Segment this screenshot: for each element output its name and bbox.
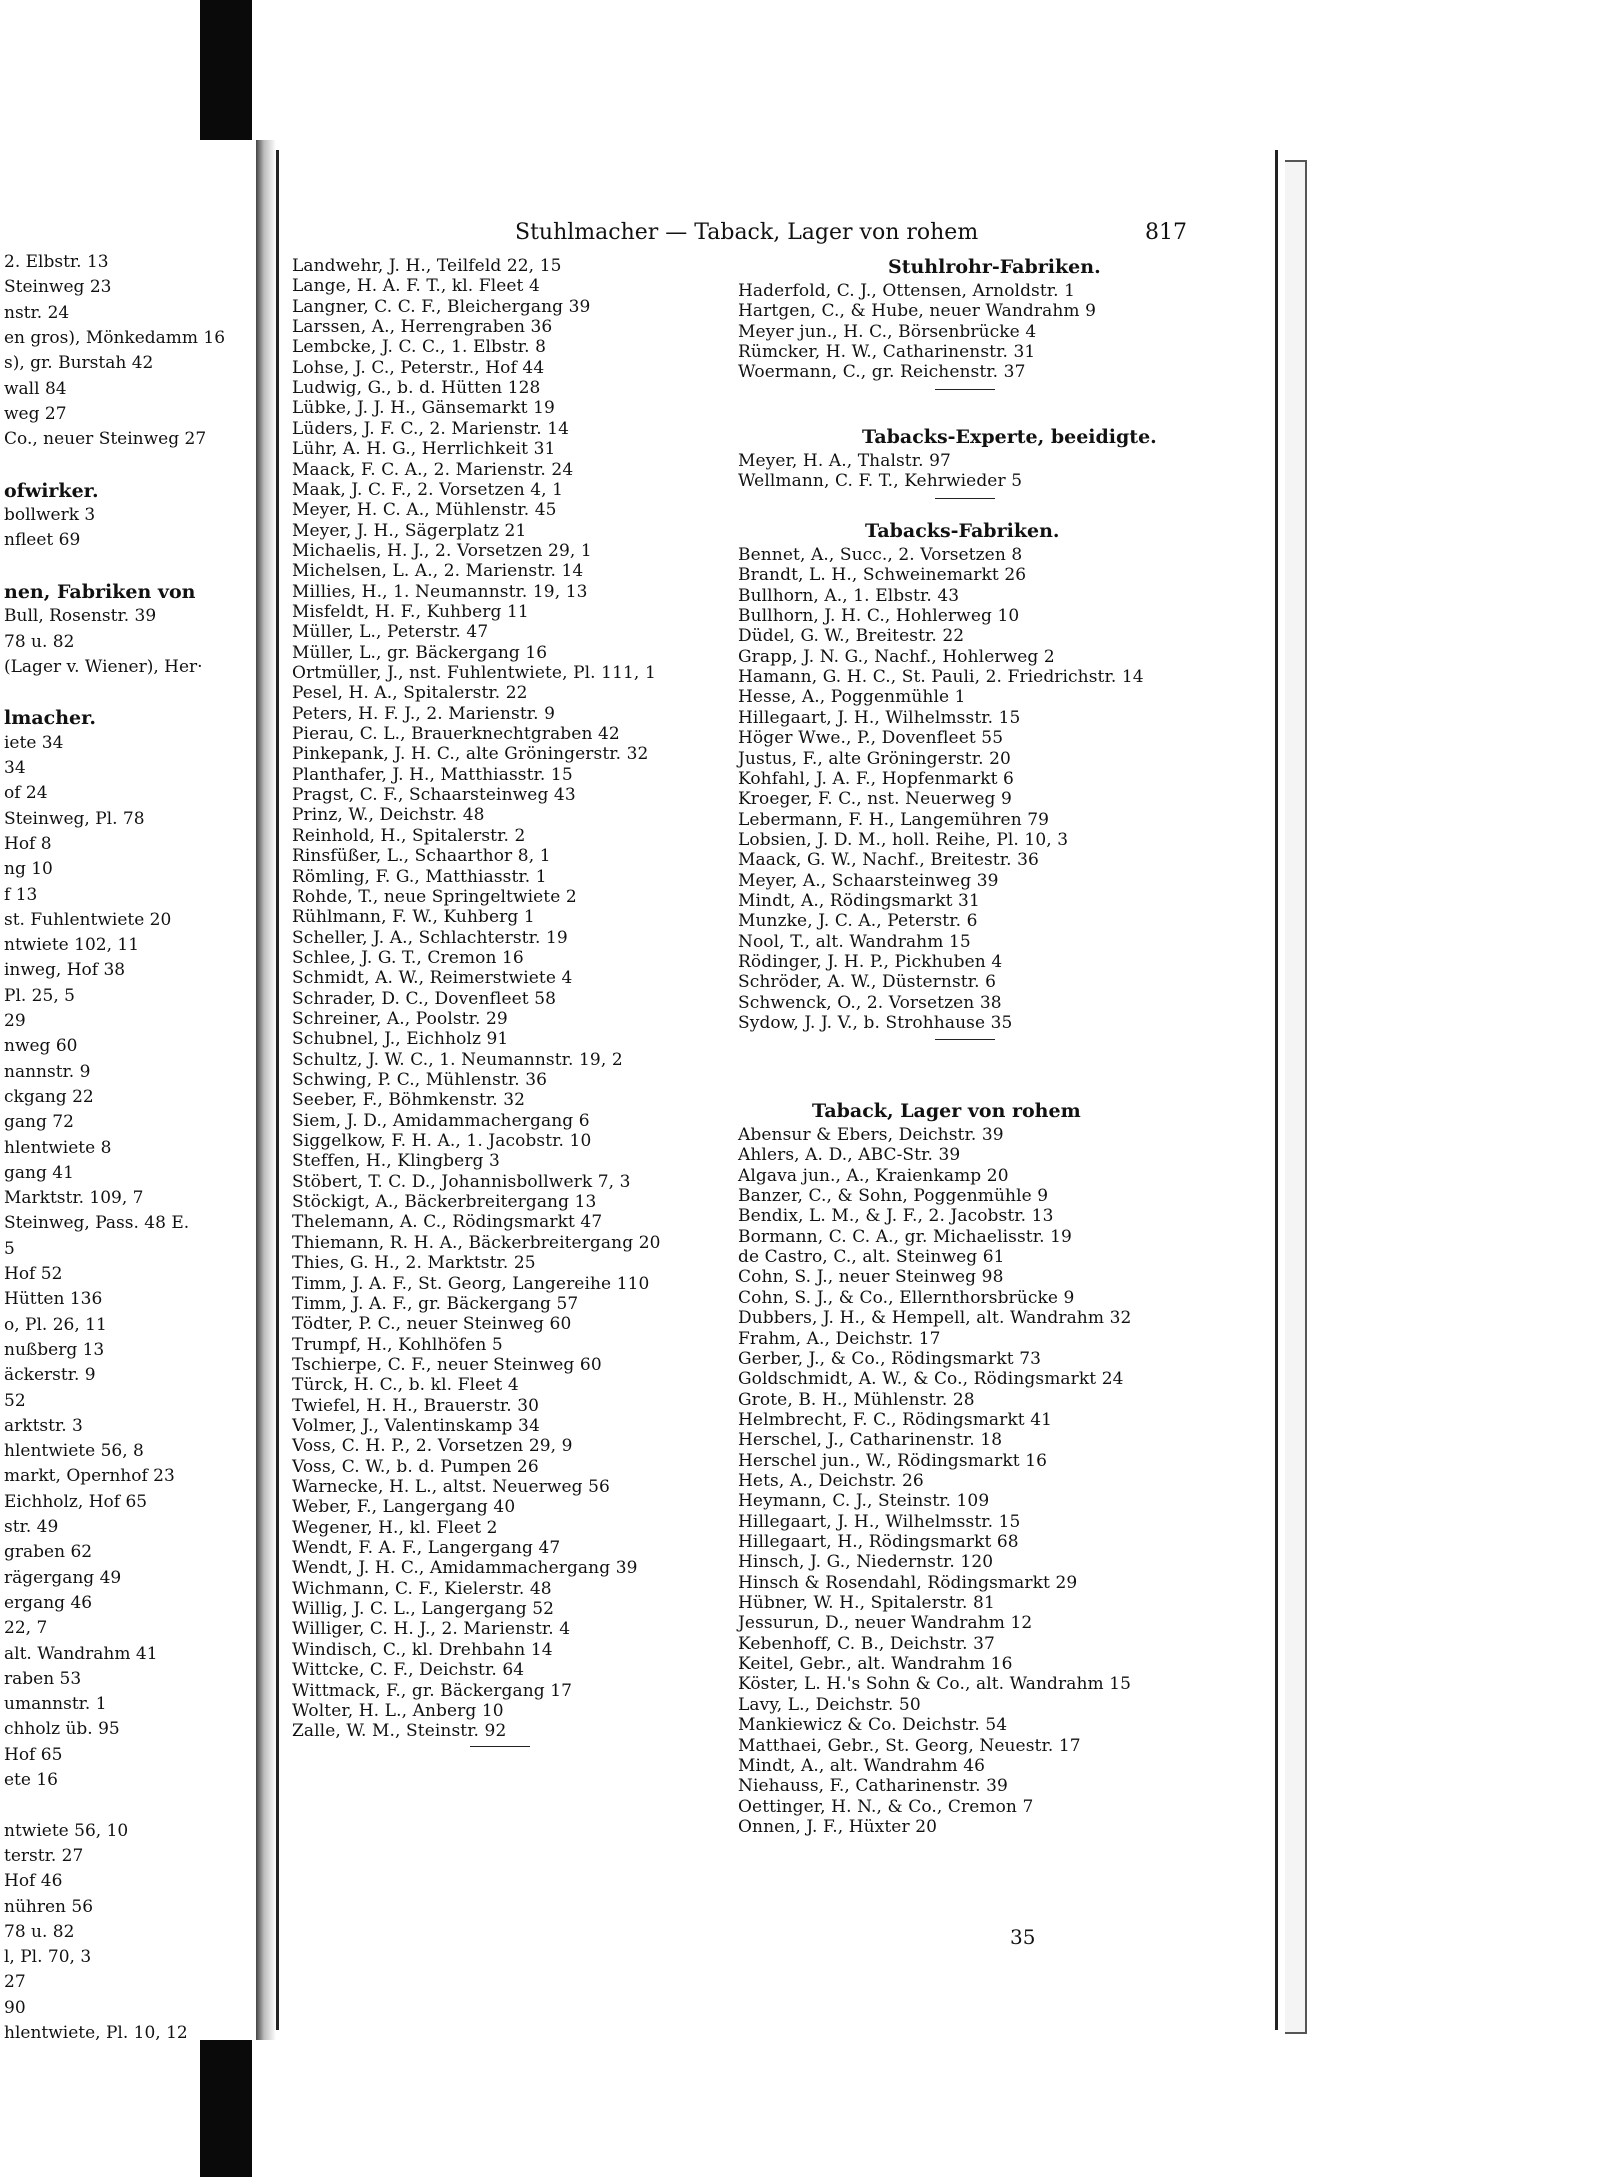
directory-entry: Brandt, L. H., Schweinemarkt 26 xyxy=(738,565,1027,586)
left-page-line: Eichholz, Hof 65 xyxy=(4,1491,148,1512)
left-page-line: iete 34 xyxy=(4,732,64,753)
directory-entry: Schlee, J. G. T., Cremon 16 xyxy=(292,947,524,968)
directory-entry: Timm, J. A. F., gr. Bäckergang 57 xyxy=(292,1293,579,1314)
directory-entry: Steffen, H., Klingberg 3 xyxy=(292,1151,500,1172)
left-page-line: hlentwiete 56, 8 xyxy=(4,1441,144,1462)
directory-entry: Bullhorn, J. H. C., Hohlerweg 10 xyxy=(738,606,1020,627)
directory-entry: Frahm, A., Deichstr. 17 xyxy=(738,1328,941,1349)
directory-entry: Millies, H., 1. Neumannstr. 19, 13 xyxy=(292,581,588,602)
left-page-line: inweg, Hof 38 xyxy=(4,960,126,981)
left-page-line: nußberg 13 xyxy=(4,1339,105,1360)
directory-entry: Schreiner, A., Poolstr. 29 xyxy=(292,1008,508,1029)
left-page-line: Hof 52 xyxy=(4,1264,63,1284)
directory-entry: Thies, G. H., 2. Marktstr. 25 xyxy=(292,1253,536,1274)
directory-entry: Müller, L., Peterstr. 47 xyxy=(292,622,489,643)
left-page-line: nstr. 24 xyxy=(4,302,70,323)
section-heading: Taback, Lager von rohem xyxy=(812,1100,1081,1122)
left-page-line: Pl. 25, 5 xyxy=(4,985,75,1006)
column-end-rule xyxy=(470,1746,530,1747)
directory-entry: Haderfold, C. J., Ottensen, Arnoldstr. 1 xyxy=(738,281,1076,301)
directory-entry: Lange, H. A. F. T., kl. Fleet 4 xyxy=(292,276,540,297)
directory-entry: Wendt, F. A. F., Langergang 47 xyxy=(292,1538,561,1559)
directory-entry: Maack, G. W., Nachf., Breitestr. 36 xyxy=(738,850,1039,871)
directory-entry: Meyer, H. C. A., Mühlenstr. 45 xyxy=(292,500,557,521)
directory-entry: Timm, J. A. F., St. Georg, Langereihe 110 xyxy=(292,1273,650,1294)
left-page-line: wall 84 xyxy=(4,378,67,399)
directory-entry: Wendt, J. H. C., Amidammachergang 39 xyxy=(292,1558,638,1579)
directory-entry: Maack, F. C. A., 2. Marienstr. 24 xyxy=(292,459,574,480)
directory-entry: Planthafer, J. H., Matthiasstr. 15 xyxy=(292,764,573,785)
page-stack-edge xyxy=(1285,160,1307,2034)
directory-entry: Lobsien, J. D. M., holl. Reihe, Pl. 10, 3 xyxy=(738,829,1069,850)
directory-entry: Sydow, J. J. V., b. Strohhause 35 xyxy=(738,1013,1013,1034)
directory-entry: Gerber, J., & Co., Rödingsmarkt 73 xyxy=(738,1348,1042,1369)
left-page-line: Hof 8 xyxy=(4,833,52,854)
left-page-line: umannstr. 1 xyxy=(4,1694,107,1715)
directory-entry: Michaelis, H. J., 2. Vorsetzen 29, 1 xyxy=(292,540,592,561)
left-page-line: nen, Fabriken von xyxy=(4,580,196,603)
section-divider xyxy=(935,389,995,390)
left-page-line: of 24 xyxy=(4,783,48,804)
page-header-title: Stuhlmacher — Taback, Lager von rohem xyxy=(515,220,979,245)
directory-entry: Reinhold, H., Spitalerstr. 2 xyxy=(292,825,526,846)
left-page-line: nannstr. 9 xyxy=(4,1061,91,1082)
directory-entry: Thiemann, R. H. A., Bäckerbreitergang 20 xyxy=(292,1232,661,1253)
binding-clip-bottom xyxy=(200,2040,252,2177)
directory-entry: de Castro, C., alt. Steinweg 61 xyxy=(738,1247,1005,1268)
section-heading: Tabacks-Experte, beeidigte. xyxy=(862,426,1157,448)
directory-entry: Helmbrecht, F. C., Rödingsmarkt 41 xyxy=(738,1409,1053,1430)
directory-entry: Schultz, J. W. C., 1. Neumannstr. 19, 2 xyxy=(292,1049,623,1070)
left-page-line: arktstr. 3 xyxy=(4,1415,83,1436)
directory-entry: Lühr, A. H. G., Herrlichkeit 31 xyxy=(292,439,556,460)
directory-entry: Twiefel, H. H., Brauerstr. 30 xyxy=(292,1395,540,1416)
directory-entry: Herschel, J., Catharinenstr. 18 xyxy=(738,1430,1003,1451)
directory-entry: Düdel, G. W., Breitestr. 22 xyxy=(738,626,965,647)
directory-entry: Wittcke, C. F., Deichstr. 64 xyxy=(292,1660,525,1681)
directory-entry: Grapp, J. N. G., Nachf., Hohlerweg 2 xyxy=(738,646,1055,667)
left-page-line: chholz üb. 95 xyxy=(4,1719,120,1740)
left-page-line: Steinweg, Pass. 48 E. xyxy=(4,1213,190,1234)
directory-entry: Banzer, C., & Sohn, Poggenmühle 9 xyxy=(738,1186,1049,1207)
left-page-line: markt, Opernhof 23 xyxy=(4,1466,175,1487)
left-page-line: Bull, Rosenstr. 39 xyxy=(4,606,157,627)
directory-entry: Kohfahl, J. A. F., Hopfenmarkt 6 xyxy=(738,768,1014,789)
left-page-line: Steinweg, Pl. 78 xyxy=(4,808,145,829)
directory-entry: Landwehr, J. H., Teilfeld 22, 15 xyxy=(292,256,562,276)
directory-entry: Türck, H. C., b. kl. Fleet 4 xyxy=(292,1375,519,1396)
directory-entry: Onnen, J. F., Hüxter 20 xyxy=(738,1816,938,1837)
left-page-line: nühren 56 xyxy=(4,1896,94,1917)
book-spine xyxy=(256,140,276,2040)
left-page-line: s), gr. Burstah 42 xyxy=(4,353,154,374)
directory-entry: Wolter, H. L., Anberg 10 xyxy=(292,1700,504,1721)
left-page-line: ng 10 xyxy=(4,859,53,880)
left-page-line: gang 41 xyxy=(4,1162,74,1183)
directory-entry: Voss, C. H. P., 2. Vorsetzen 29, 9 xyxy=(292,1436,573,1457)
left-page-line: str. 49 xyxy=(4,1517,59,1537)
directory-entry: Williger, C. H. J., 2. Marienstr. 4 xyxy=(292,1619,571,1640)
directory-entry: Goldschmidt, A. W., & Co., Rödingsmarkt 24 xyxy=(738,1369,1124,1390)
directory-entry: Wellmann, C. F. T., Kehrwieder 5 xyxy=(738,471,1023,492)
directory-entry: Windisch, C., kl. Drehbahn 14 xyxy=(292,1639,553,1660)
directory-entry: Matthaei, Gebr., St. Georg, Neuestr. 17 xyxy=(738,1735,1081,1756)
directory-entry: Heymann, C. J., Steinstr. 109 xyxy=(738,1491,990,1512)
directory-entry: Langner, C. C. F., Bleichergang 39 xyxy=(292,296,591,317)
directory-entry: Peters, H. F. J., 2. Marienstr. 9 xyxy=(292,703,556,724)
directory-entry: Herschel jun., W., Rödingsmarkt 16 xyxy=(738,1450,1048,1471)
left-page-line: bollwerk 3 xyxy=(4,505,96,525)
directory-entry: Tödter, P. C., neuer Steinweg 60 xyxy=(292,1314,572,1335)
directory-entry: Munzke, J. C. A., Peterstr. 6 xyxy=(738,911,978,932)
directory-entry: Volmer, J., Valentinskamp 34 xyxy=(292,1415,540,1436)
left-page-line: rägergang 49 xyxy=(4,1567,122,1588)
directory-entry: Nool, T., alt. Wandrahm 15 xyxy=(738,931,971,952)
left-page-line: alt. Wandrahm 41 xyxy=(4,1643,158,1664)
directory-entry: Siggelkow, F. H. A., 1. Jacobstr. 10 xyxy=(292,1131,592,1152)
directory-entry: Abensur & Ebers, Deichstr. 39 xyxy=(738,1125,1004,1145)
directory-entry: Dubbers, J. H., & Hempell, alt. Wandrahm 32 xyxy=(738,1308,1132,1329)
left-page-line: 78 u. 82 xyxy=(4,1921,75,1942)
directory-entry: Seeber, F., Böhmkenstr. 32 xyxy=(292,1090,526,1111)
left-page-line: ckgang 22 xyxy=(4,1086,94,1107)
left-page-line: 2. Elbstr. 13 xyxy=(4,252,109,272)
directory-entry: Ludwig, G., b. d. Hütten 128 xyxy=(292,378,541,399)
directory-entry: Ortmüller, J., nst. Fuhlentwiete, Pl. 111, 1 xyxy=(292,663,656,683)
directory-entry: Mindt, A., Rödingsmarkt 31 xyxy=(738,890,980,911)
left-page-line: Steinweg 23 xyxy=(4,277,112,298)
left-page-line: 34 xyxy=(4,758,26,778)
directory-entry: Rühlmann, F. W., Kuhberg 1 xyxy=(292,907,535,928)
directory-entry: Thelemann, A. C., Rödingsmarkt 47 xyxy=(292,1212,603,1233)
directory-entry: Lebermann, F. H., Langemühren 79 xyxy=(738,809,1050,830)
directory-entry: Woermann, C., gr. Reichenstr. 37 xyxy=(738,362,1026,383)
left-page-line: ntwiete 56, 10 xyxy=(4,1820,129,1841)
directory-entry: Ahlers, A. D., ABC-Str. 39 xyxy=(738,1145,961,1166)
directory-entry: Hartgen, C., & Hube, neuer Wandrahm 9 xyxy=(738,301,1097,322)
directory-entry: Bormann, C. C. A., gr. Michaelisstr. 19 xyxy=(738,1226,1072,1247)
left-page-line: l, Pl. 70, 3 xyxy=(4,1947,92,1968)
directory-entry: Voss, C. W., b. d. Pumpen 26 xyxy=(292,1456,539,1477)
directory-entry: Zalle, W. M., Steinstr. 92 xyxy=(292,1721,507,1742)
directory-entry: Grote, B. H., Mühlenstr. 28 xyxy=(738,1389,975,1410)
directory-entry: Pesel, H. A., Spitalerstr. 22 xyxy=(292,683,528,704)
directory-entry: Hübner, W. H., Spitalerstr. 81 xyxy=(738,1593,995,1614)
directory-entry: Meyer, J. H., Sägerplatz 21 xyxy=(292,520,527,541)
left-page-line: ete 16 xyxy=(4,1770,58,1790)
directory-entry: Cohn, S. J., & Co., Ellernthorsbrücke 9 xyxy=(738,1287,1075,1308)
directory-entry: Schröder, A. W., Düsternstr. 6 xyxy=(738,972,996,993)
left-page-line: weg 27 xyxy=(4,403,67,424)
directory-entry: Stöbert, T. C. D., Johannisbollwerk 7, 3 xyxy=(292,1171,631,1192)
binding-clip-top xyxy=(200,0,252,145)
left-page-line: f 13 xyxy=(4,884,38,905)
directory-entry: Köster, L. H.'s Sohn & Co., alt. Wandrahm 15 xyxy=(738,1674,1132,1695)
left-page xyxy=(0,140,260,2040)
directory-entry: Lüders, J. F. C., 2. Marienstr. 14 xyxy=(292,418,570,439)
left-page-line: nfleet 69 xyxy=(4,530,81,551)
directory-entry: Rödinger, J. H. P., Pickhuben 4 xyxy=(738,952,1003,972)
directory-entry: Hillegaart, J. H., Wilhelmsstr. 15 xyxy=(738,707,1021,728)
directory-entry: Rümcker, H. W., Catharinenstr. 31 xyxy=(738,342,1036,363)
directory-entry: Hesse, A., Poggenmühle 1 xyxy=(738,687,966,708)
section-heading: Stuhlrohr-Fabriken. xyxy=(888,256,1101,278)
directory-entry: Schrader, D. C., Dovenfleet 58 xyxy=(292,988,557,1009)
left-page-line: st. Fuhlentwiete 20 xyxy=(4,909,172,930)
left-page-line: 78 u. 82 xyxy=(4,631,75,652)
directory-entry: Keitel, Gebr., alt. Wandrahm 16 xyxy=(738,1654,1013,1675)
directory-entry: Höger Wwe., P., Dovenfleet 55 xyxy=(738,728,1004,749)
directory-entry: Algava jun., A., Kraienkamp 20 xyxy=(738,1165,1009,1186)
directory-entry: Römling, F. G., Matthiasstr. 1 xyxy=(292,866,547,887)
directory-entry: Hillegaart, J. H., Wilhelmsstr. 15 xyxy=(738,1511,1021,1532)
section-heading: Tabacks-Fabriken. xyxy=(865,520,1060,542)
left-page-line: nweg 60 xyxy=(4,1036,78,1057)
left-page-line: Hof 65 xyxy=(4,1744,63,1765)
directory-entry: Michelsen, L. A., 2. Marienstr. 14 xyxy=(292,561,584,582)
left-page-line: (Lager v. Wiener), Her· xyxy=(4,656,203,677)
directory-entry: Larssen, A., Herrengraben 36 xyxy=(292,317,553,338)
directory-entry: Müller, L., gr. Bäckergang 16 xyxy=(292,642,548,663)
directory-entry: Lavy, L., Deichstr. 50 xyxy=(738,1694,921,1715)
left-page-line: raben 53 xyxy=(4,1668,82,1689)
left-page-line: Hütten 136 xyxy=(4,1289,103,1310)
directory-entry: Meyer, A., Schaarsteinweg 39 xyxy=(738,870,999,891)
directory-entry: Hinsch, J. G., Niedernstr. 120 xyxy=(738,1552,994,1573)
directory-entry: Meyer, H. A., Thalstr. 97 xyxy=(738,451,951,471)
directory-entry: Willig, J. C. L., Langergang 52 xyxy=(292,1599,555,1620)
left-page-line: Hof 46 xyxy=(4,1871,63,1892)
directory-entry: Maak, J. C. F., 2. Vorsetzen 4, 1 xyxy=(292,479,564,500)
directory-entry: Schwing, P. C., Mühlenstr. 36 xyxy=(292,1070,548,1090)
directory-entry: Hets, A., Deichstr. 26 xyxy=(738,1470,924,1491)
directory-entry: Hamann, G. H. C., St. Pauli, 2. Friedrichstr. 14 xyxy=(738,667,1144,688)
left-page-line: ergang 46 xyxy=(4,1592,93,1613)
left-page-line: 22, 7 xyxy=(4,1618,48,1639)
left-page-line: Marktstr. 109, 7 xyxy=(4,1188,144,1209)
directory-entry: Warnecke, H. L., altst. Neuerweg 56 xyxy=(292,1477,610,1497)
left-page-line: ntwiete 102, 11 xyxy=(4,935,140,956)
directory-entry: Trumpf, H., Kohlhöfen 5 xyxy=(292,1334,503,1355)
section-divider xyxy=(935,1039,995,1040)
left-page-line: lmacher. xyxy=(4,707,96,730)
directory-entry: Wittmack, F., gr. Bäckergang 17 xyxy=(292,1680,573,1701)
directory-entry: Lembcke, J. C. C., 1. Elbstr. 8 xyxy=(292,337,547,358)
directory-entry: Bendix, L. M., & J. F., 2. Jacobstr. 13 xyxy=(738,1206,1054,1227)
left-page-line: 52 xyxy=(4,1390,26,1411)
directory-entry: Pierau, C. L., Brauerknechtgraben 42 xyxy=(292,724,620,745)
left-page-line: hlentwiete 8 xyxy=(4,1137,112,1158)
directory-entry: Jessurun, D., neuer Wandrahm 12 xyxy=(738,1613,1033,1634)
directory-entry: Kebenhoff, C. B., Deichstr. 37 xyxy=(738,1633,995,1654)
left-page-line: graben 62 xyxy=(4,1542,93,1563)
left-page-line: 27 xyxy=(4,1972,26,1993)
directory-entry: Schwenck, O., 2. Vorsetzen 38 xyxy=(738,992,1002,1013)
directory-entry: Hinsch & Rosendahl, Rödingsmarkt 29 xyxy=(738,1572,1078,1593)
directory-entry: Bennet, A., Succ., 2. Vorsetzen 8 xyxy=(738,545,1023,565)
directory-entry: Hillegaart, H., Rödingsmarkt 68 xyxy=(738,1532,1019,1552)
left-page-line: hlentwiete, Pl. 10, 12 xyxy=(4,2023,188,2040)
directory-entry: Wegener, H., kl. Fleet 2 xyxy=(292,1517,498,1538)
left-page-line: ofwirker. xyxy=(4,479,99,502)
directory-entry: Rohde, T., neue Springeltwiete 2 xyxy=(292,886,577,907)
directory-entry: Pinkepank, J. H. C., alte Gröningerstr. 32 xyxy=(292,744,649,765)
directory-entry: Oettinger, H. N., & Co., Cremon 7 xyxy=(738,1796,1034,1817)
directory-entry: Tschierpe, C. F., neuer Steinweg 60 xyxy=(292,1354,602,1375)
page-number: 817 xyxy=(1145,220,1187,245)
section-divider xyxy=(935,498,995,499)
directory-entry: Kroeger, F. C., nst. Neuerweg 9 xyxy=(738,789,1012,810)
directory-entry: Niehauss, F., Catharinenstr. 39 xyxy=(738,1776,1008,1797)
left-page-line: o, Pl. 26, 11 xyxy=(4,1314,107,1335)
left-page-line: gang 72 xyxy=(4,1112,74,1133)
signature-mark: 35 xyxy=(1010,1925,1036,1949)
left-page-line: 29 xyxy=(4,1011,26,1031)
left-page-line: äckerstr. 9 xyxy=(4,1365,96,1386)
left-page-line: terstr. 27 xyxy=(4,1845,84,1866)
directory-entry: Pragst, C. F., Schaarsteinweg 43 xyxy=(292,785,576,806)
directory-entry: Scheller, J. A., Schlachterstr. 19 xyxy=(292,927,568,948)
directory-entry: Lübke, J. J. H., Gänsemarkt 19 xyxy=(292,398,555,419)
directory-entry: Bullhorn, A., 1. Elbstr. 43 xyxy=(738,585,960,606)
directory-entry: Schubnel, J., Eichholz 91 xyxy=(292,1029,509,1050)
directory-entry: Stöckigt, A., Bäckerbreitergang 13 xyxy=(292,1192,597,1213)
left-page-line: en gros), Mönkedamm 16 xyxy=(4,327,226,348)
directory-entry: Mankiewicz & Co. Deichstr. 54 xyxy=(738,1715,1008,1736)
directory-entry: Misfeldt, H. F., Kuhberg 11 xyxy=(292,601,529,622)
directory-entry: Siem, J. D., Amidammachergang 6 xyxy=(292,1110,590,1131)
directory-entry: Rinsfüßer, L., Schaarthor 8, 1 xyxy=(292,846,551,867)
directory-entry: Prinz, W., Deichstr. 48 xyxy=(292,805,485,826)
directory-entry: Lohse, J. C., Peterstr., Hof 44 xyxy=(292,357,545,378)
left-page-line: Co., neuer Steinweg 27 xyxy=(4,429,207,450)
directory-entry: Schmidt, A. W., Reimerstwiete 4 xyxy=(292,968,573,989)
directory-entry: Weber, F., Langergang 40 xyxy=(292,1497,516,1518)
left-page-line: 90 xyxy=(4,1997,26,2018)
directory-entry: Justus, F., alte Gröningerstr. 20 xyxy=(738,748,1011,769)
left-page-line: 5 xyxy=(4,1238,15,1259)
directory-entry: Mindt, A., alt. Wandrahm 46 xyxy=(738,1755,986,1776)
directory-entry: Cohn, S. J., neuer Steinweg 98 xyxy=(738,1267,1004,1288)
directory-entry: Meyer jun., H. C., Börsenbrücke 4 xyxy=(738,321,1037,342)
directory-entry: Wichmann, C. F., Kielerstr. 48 xyxy=(292,1578,552,1599)
